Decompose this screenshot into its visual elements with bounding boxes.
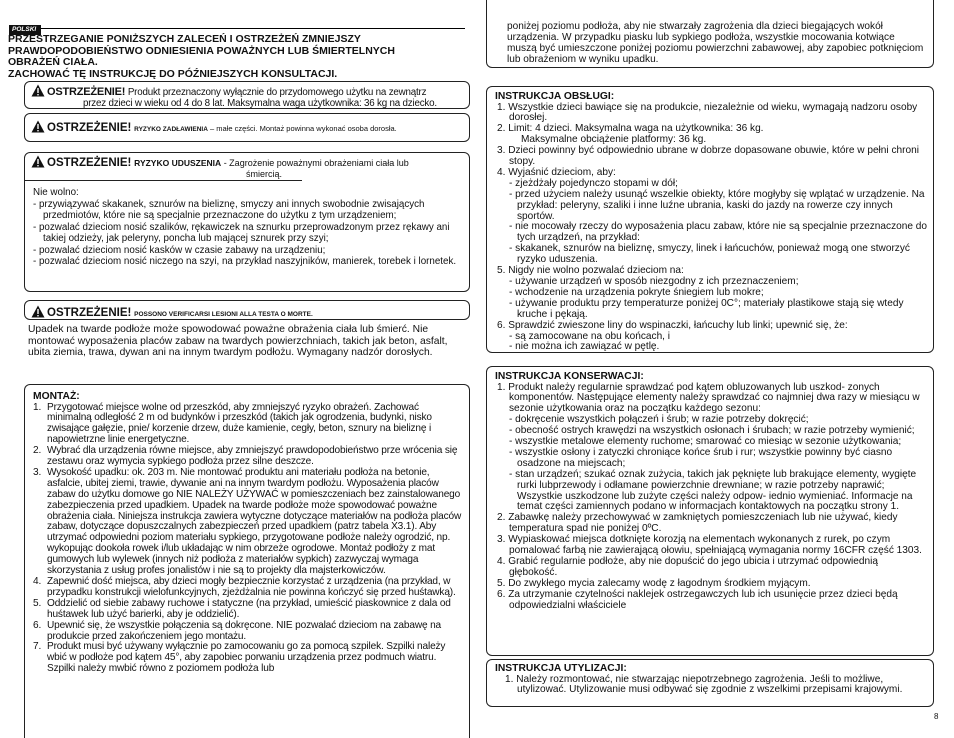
sub-list: [495, 277, 927, 321]
sub-item: - przed użyciem należy usunąć wszelkie obiekty, które mogłyby się wplątać w urządzenie. Na przykład: peleryny, szaliki i inne luźne ubrania, kaski do jazdy na rowerze czy innych sportów.: [509, 188, 925, 222]
warning-text: przez dzieci w wieku od 4 do 8 lat. Maksymalna waga użytkownika: 36 kg na dziecko.: [83, 98, 437, 109]
warning-triangle-icon: [31, 84, 45, 97]
list-item: - pozwalać dzieciom nosić niczego na szyi, na przykład naszyjników, manierek, torebek i lornetek.: [33, 256, 457, 267]
section-title: MONTAŻ:: [33, 391, 80, 402]
maintenance-section: [486, 366, 934, 656]
warning-box-head-injury: [24, 300, 470, 320]
list-item: 4. Grabić regularnie podłoże, aby nie dopuścić do jego ubicia i utrzymać odpowiednią głębokość.: [497, 556, 878, 578]
warning-caps: RYZYKO UDUSZENIA: [134, 158, 222, 168]
list-item: 2. Wybrać dla urządzenia równe miejsce, aby zmniejszyć prawdopodobieństwo prze wrócenia się zestawu oraz wymycia sypkiego podłoża przez silne deszcze.: [33, 445, 458, 468]
list-item: - przywiązywać skakanek, sznurów na bieliznę, smyczy ani innych swobodnie zwisających przedmiotów, które nie są specjalnie przeznaczone do użytku z tym urządzeniem;: [33, 198, 425, 221]
sub-list: [495, 179, 927, 266]
sub-item: - są zamocowane na obu końcach, i: [509, 330, 671, 342]
list-item: 1. Należy rozmontować, nie stwarzając niepotrzebnego zagrożenia. Jeśli to możliwe,: [505, 673, 884, 685]
prohibition-heading: Nie wolno:: [33, 187, 79, 198]
list-item: utylizować. Utylizowanie musi odbywać się zgodnie z wszelkimi przepisami krajowymi.: [517, 684, 903, 696]
list-item: 1. Wszystkie dzieci bawiące się na produkcie, niezależnie od wieku, wymagają nadzoru osoby dorosłej.: [497, 101, 918, 124]
warning-label: OSTRZEŻENIE!: [47, 122, 132, 134]
sub-item: - nie mocowały rzeczy do wyposażenia placu zabaw, które nie są specjalnie przeznaczone do tych urządzeń, na przykład:: [509, 221, 927, 244]
intro-line: PRAWDOPODOBIEŃSTWO ODNIESIENIA POWAŻNYCH LUB ŚMIERTELNYCH: [8, 44, 395, 57]
list-item: 3. Wypiaskować miejsca dotknięte korozją na elementach wykonanych z rurek, po czym pomalować farbą nie zawierającą ołowiu, spełniającą wymagania normy 16CFR część 1303.: [497, 534, 922, 557]
sub-item: - skakanek, sznurów na bieliznę, smyczy, linek i łańcuchów, ponieważ mogą one stworzyć ryzyko uduszenia.: [509, 243, 910, 266]
sub-item: - wszystkie metalowe elementy ruchome; smarować co miesiąc w sezonie użytkowania;: [509, 436, 902, 448]
warning-triangle-icon: [31, 155, 45, 168]
list-item: 7. Produkt musi być używany wyłącznie po zamocowaniu go za pomocą szpilek. Szpilki należy wbić w podłoże pod kątem 45°, aby zapobiec porwaniu urządzenia przez podmuch wiatru. Szpilki należy mwbić równo z poziomem podłoża lub: [33, 641, 446, 675]
list-item: 6. Sprawdzić zwieszone liny do wspinaczki, łańcuchy lub linki; upewnić się, że:: [497, 319, 848, 331]
warning-text: - Zagrożenie poważnymi obrażeniami ciała lub: [221, 158, 409, 168]
list-item: 4. Wyjaśnić dzieciom, aby:: [497, 166, 616, 178]
intro-warning: [8, 34, 448, 80]
warning-box-age: [24, 81, 470, 109]
warning-text: Produkt przeznaczony wyłącznie do przydomowego użytku na zewnątrz: [127, 87, 427, 98]
warning-caps: POSSONO VERIFICARSI LESIONI ALLA TESTA O MORTE.: [134, 311, 313, 318]
list-item: 5. Do zwykłego mycia zalecamy wodę z łagodnym środkiem myjącym.: [497, 577, 811, 589]
page-number: 8: [934, 712, 939, 721]
list-item: 2. Limit: 4 dzieci. Maksymalna waga na użytkownika: 36 kg.: [497, 123, 764, 135]
usage-section: [486, 86, 934, 353]
assembly-section: [24, 384, 470, 738]
sub-item: - obecność ostrych krawędzi na wszystkich osłonach i śrubach; w razie potrzeby wymienić;: [509, 425, 915, 437]
list-item: 2. Zabawkę należy przechowywać w zamkniętych pomieszczeniach lub nie używać, kiedy temperatura spad nie poniżej 0ºC.: [497, 512, 898, 535]
list-item: 6. Upewnić się, że wszystkie połączenia są dokręcone. NIE pozwalać dzieciom na zabawę na produkcie przed zakończeniem jego montażu.: [33, 619, 442, 642]
hard-surface-notice: Upadek na twarde podłoże może spowodować poważne obrażenia ciała lub śmierć. Nie montować wyposażenia placów zabaw na twardych powierzchniach, takich jak beton, asfalt, ubita ziemia, trawa, dywan ani na innym twardym podłożu. Wymagany nadzór dorosłych.: [28, 324, 448, 359]
prohibition-list: [33, 199, 463, 268]
disposal-section: [486, 659, 934, 707]
list-item: - pozwalać dzieciom nosić kasków w czasie zabawy na urządzeniu;: [33, 244, 326, 256]
intro-line: PRZESTRZEGANIE PONIŻSZYCH ZALECEŃ I OSTRZEŻEŃ ZMNIEJSZY: [8, 33, 361, 45]
sub-item: - używanie produktu przy temperaturze poniżej 0C°; materiały plastikowe stają się wtedy kruche i pękają.: [509, 297, 904, 320]
language-badge: [9, 18, 465, 33]
list-item: 1. Przygotować miejsce wolne od przeszkód, aby zmniejszyć ryzyko obrażeń. Zachować minimalną odległość 2 m od budynków i przeszkód (takich jak ogrodzenia, budynki, nisko zwisające gałęzie, pnie/ korzenie drzew, duże kamienie, cegły, beton, sznury na bieliznę i napowietrzne linie energetyczne.: [33, 401, 432, 446]
sub-item: - wchodzenie na urządzenia pokryte śniegiem lub mokre;: [509, 286, 764, 298]
warning-box-strangulation: [24, 152, 470, 292]
language-label: POLSKI: [9, 25, 41, 35]
list-item: Maksymalne obciążenie platformy: 36 kg.: [521, 134, 707, 146]
section-title: INSTRUKCJA UTYLIZACJI:: [495, 663, 627, 674]
assembly-continuation: poniżej poziomu podłoża, aby nie stwarzały zagrożenia dla dzieci biegających wokół urządzenia. W przypadku piasku lub sypkiego podłoża, wszystkie mocowania kotwiące muszą być umieszczone poniżej poziomu powierzchni zabawowej, aby zapobiec potknięciom lub obrażeniom w wyniku upadku.: [486, 0, 934, 68]
warning-label: OSTRZEŻENIE!: [47, 86, 126, 98]
list-item: 4. Zapewnić dość miejsca, aby dzieci mogły bezpiecznie korzystać z urządzenia (na przykład, w przypadku konstrukcji wielofunkcyjnych, zjeżdżalnia nie powinna kończyć się przed huśtawką).: [33, 576, 456, 598]
sub-item: - dokręcenie wszystkich połączeń i śrub; w razie potrzeby dokręcić;: [509, 414, 809, 426]
divider: [24, 180, 302, 181]
warning-label: OSTRZEŻENIE!: [47, 157, 132, 169]
list-item: 3. Dzieci powinny być odpowiednio ubrane w dobrze dopasowane obuwie, które w pełni chroni stopy.: [497, 145, 919, 168]
warning-caps: RYZYKO ZADŁAWIENIA: [134, 126, 208, 133]
list-item: 5. Nigdy nie wolno pozwalać dzieciom na:: [497, 265, 684, 277]
warning-box-choking: [24, 113, 470, 142]
list-item: 5. Oddzielić od siebie zabawy ruchowe i statyczne (na przykład, umieścić piaskownice z dala od huśtawek lub użyć barierki, aby je oddzielić).: [33, 597, 451, 620]
list-item: 3. Wysokość upadku: ok. 203 m. Nie montować produktu ani materiału podłoża na betonie, asfalcie, ubitej ziemi, trawie, dywanie ani na innym twardym podłożu. Wyposażenia placów zabaw do użytku domowe go NIE NALEŻY UŻYWAĆ w pomieszczeniach bez zainstalowanego zabezpieczenia przed upadkiem. Upadek na twarde podłoże może spowodować poważne obrażenia ciała. Niniejsza instrukcja zawiera wytyczne dotyczące materiałów na podłoża placów zabaw, dotyczące dopuszczalnych zabezpieczeń przed upadkiem (patrz tabela X3.1). Aby utrzymać odpowiedni poziom materiału sypkiego, przygotowane podłoże należy ogrodzić, np. wykopując dookoła rowek i/lub układając w nim obrzeże ogrodowe. Montaż podłoży z mat gumowych lub wylewek (innych niż podłoża z materiałów sypkich) zazwyczaj wymaga skorzystania z usług profes jonalistów i nie są to projekty dla majsterkowiczów.: [33, 466, 462, 577]
section-title: INSTRUKCJA OBSŁUGI:: [495, 91, 615, 102]
sub-list: [495, 415, 927, 513]
warning-text: – małe części. Montaż powinna wykonać osoba dorosła.: [207, 124, 397, 133]
warning-label: OSTRZEŻENIE!: [47, 307, 132, 319]
sub-item: - wszystkie osłony i zatyczki chroniące końce śrub i rur; wszystkie powinny być ciasno osadzone na miejscach;: [509, 446, 893, 469]
list-item: 6. Za utrzymanie czytelności naklejek ostrzegawczych lub ich usunięcie przez dzieci będą odpowiedzialni właściciele: [497, 588, 898, 611]
sub-item: - zjeżdżały pojedynczo stopami w dół;: [509, 177, 678, 189]
warning-text: śmiercią.: [246, 169, 283, 179]
list-item: - pozwalać dzieciom nosić szalików, rękawiczek na sznurku przeprowadzonym przez rękawy ani takiej odzieży, jak peleryny, poncha lub mającej sznurek przy szyi;: [33, 221, 450, 244]
intro-line: ZACHOWAĆ TĘ INSTRUKCJĘ DO PÓŹNIEJSZYCH KONSULTACJI.: [8, 67, 338, 80]
sub-item: - stan urządzeń; szukać oznak zużycia, takich jak pęknięte lub brakujące elementy, wygięte rurki lubprzewody i odłamane powierzchnie drewniane; w razie potrzeby naprawić; Wszystkie uszkodzone lub zużyte części należy odpow- iednio wymieniać. Informacje na temat części zamiennych podano w informacjach kontaktowych na początku strony 1.: [509, 468, 917, 513]
section-title: INSTRUKCJA KONSERWACJI:: [495, 371, 644, 382]
sub-item: - nie można ich zawiązać w pętlę.: [509, 341, 660, 353]
sub-list: [495, 332, 927, 354]
sub-item: - używanie urządzeń w sposób niezgodny z ich przeznaczeniem;: [509, 276, 799, 287]
warning-triangle-icon: [31, 120, 45, 133]
warning-triangle-icon: [31, 305, 45, 318]
list-item: 1. Produkt należy regularnie sprawdzać pod kątem obluzowanych lub uszkod- zonych komponentów. Następujące elementy należy sprawdzać co najmniej dwa razy w miesiącu w sezonie użytkowania oraz na początku każdego sezonu:: [497, 381, 920, 415]
intro-line: OBRAŻEŃ CIAŁA.: [8, 56, 98, 68]
assembly-list: [33, 403, 463, 676]
